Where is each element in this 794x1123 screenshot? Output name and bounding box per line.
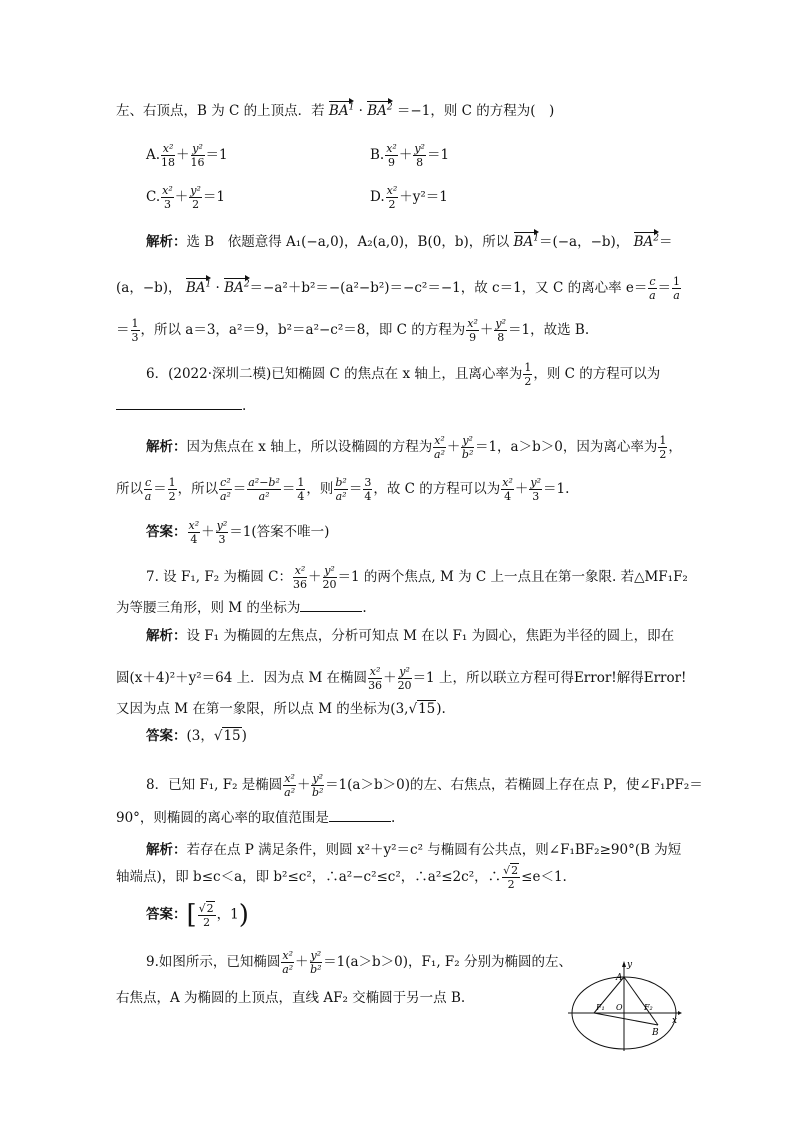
text: ，1 bbox=[216, 906, 239, 923]
question-8-stem bbox=[146, 773, 703, 798]
text: a bbox=[144, 490, 152, 503]
text: 1 bbox=[659, 434, 667, 447]
text: ＋y²＝1 bbox=[399, 189, 448, 205]
text: 90°，则椭圆的离心率的取值范围是 bbox=[116, 810, 329, 826]
solution-label: 解析： bbox=[146, 842, 187, 858]
text: x² bbox=[369, 665, 381, 678]
text: ＝1，a＞b＞0，因为离心率为 bbox=[474, 439, 658, 455]
text: ，则 bbox=[306, 481, 334, 497]
text: a² bbox=[434, 448, 445, 461]
text: 4 bbox=[364, 490, 372, 503]
fraction bbox=[283, 773, 296, 798]
text: 2 bbox=[388, 198, 396, 211]
fraction bbox=[501, 477, 514, 502]
text: ，则 C 的方程可以为 bbox=[533, 366, 661, 382]
text: ＋ bbox=[201, 524, 215, 540]
text: A. bbox=[146, 147, 161, 163]
text: b² bbox=[335, 476, 347, 489]
sqrt-radicand: 2 bbox=[206, 901, 214, 915]
text: BA bbox=[367, 103, 387, 119]
text: 选 B 依题意得 A₁(−a,0)，A₂(a,0)，B(0，b)，所以 bbox=[186, 234, 510, 250]
y-axis-arrow bbox=[622, 961, 626, 967]
fraction bbox=[648, 276, 656, 301]
text: 4 bbox=[504, 490, 512, 503]
text: 2 bbox=[524, 375, 532, 388]
text: x² bbox=[386, 184, 398, 197]
question-6-stem bbox=[146, 362, 660, 387]
text: ＝1 bbox=[205, 147, 228, 163]
text: ) bbox=[241, 728, 247, 744]
text: y² bbox=[190, 184, 201, 197]
text: b² bbox=[312, 786, 324, 799]
fraction bbox=[398, 666, 412, 691]
text: 3 bbox=[532, 490, 540, 503]
vector-ba2 bbox=[367, 102, 393, 119]
answer-label: 答案： bbox=[146, 524, 187, 540]
text: · bbox=[358, 103, 363, 119]
fraction bbox=[672, 276, 681, 301]
label-f2: F₂ bbox=[644, 1003, 653, 1012]
answer-blank bbox=[116, 409, 242, 410]
fraction bbox=[413, 143, 426, 168]
answer-label: 答案： bbox=[146, 728, 187, 744]
text: y² bbox=[414, 142, 425, 155]
text: c bbox=[145, 476, 152, 489]
text: ＋ bbox=[296, 777, 311, 793]
text: 16 bbox=[190, 156, 205, 169]
text: ＋ bbox=[176, 147, 190, 163]
text: ＝ bbox=[116, 322, 130, 338]
text: 右焦点，A 为椭圆的上顶点，直线 AF₂ 交椭圆于另一点 B. bbox=[116, 990, 466, 1006]
option-a bbox=[146, 143, 228, 168]
text: a² bbox=[335, 490, 347, 503]
text: ＝1 bbox=[426, 147, 450, 163]
text: ＝1 的两个焦点, M 为 C 上一点且在第一象限. 若△MF₁F₂ bbox=[337, 569, 688, 585]
text: 4 bbox=[297, 490, 305, 503]
label-f1: F₁ bbox=[596, 1003, 605, 1012]
text: y² bbox=[216, 519, 228, 532]
text: ，故 C 的方程可以为 bbox=[373, 481, 501, 497]
fraction bbox=[368, 666, 382, 691]
solution-8-line2 bbox=[116, 865, 567, 890]
text: 8 bbox=[497, 331, 505, 344]
text: x² bbox=[386, 142, 397, 155]
text: BA bbox=[513, 234, 534, 250]
text: 1 bbox=[524, 361, 532, 374]
solution-7-line2 bbox=[116, 666, 686, 691]
fraction bbox=[658, 435, 667, 460]
text: C. bbox=[146, 189, 161, 205]
text: 4 bbox=[190, 533, 198, 546]
fraction bbox=[334, 477, 347, 502]
fraction bbox=[281, 950, 294, 975]
text: ). bbox=[436, 701, 446, 717]
text: ＝1. bbox=[543, 481, 570, 497]
fraction bbox=[293, 565, 307, 590]
text: D. bbox=[370, 189, 385, 205]
text: BA bbox=[633, 234, 654, 250]
text: ＝ bbox=[348, 481, 363, 497]
text: 7. 设 F₁, F₂ 为椭圆 C： bbox=[146, 569, 293, 585]
text: 若存在点 P 满足条件，则圆 x²＋y²＝c² 与椭圆有公共点，则∠F₁BF₂≥90°(B 为短 bbox=[186, 842, 682, 858]
question-7-stem bbox=[146, 565, 688, 590]
text: ＋ bbox=[174, 189, 189, 205]
text: ＋ bbox=[479, 322, 494, 338]
text: 20 bbox=[322, 578, 337, 591]
text: 2 bbox=[507, 878, 515, 891]
text: ， bbox=[668, 439, 682, 455]
text: BA bbox=[328, 103, 349, 119]
text: 2 bbox=[653, 233, 660, 244]
text: 2 bbox=[203, 915, 211, 929]
vector-ba2 bbox=[633, 233, 660, 250]
text: c² bbox=[220, 476, 231, 489]
text: ＝1 上，所以联立方程可得Error!解得Error! bbox=[412, 670, 687, 686]
answer-blank bbox=[300, 611, 362, 612]
text: b² bbox=[310, 963, 322, 976]
text: a² bbox=[282, 963, 294, 976]
line-f1-b bbox=[594, 1013, 658, 1025]
fraction bbox=[131, 318, 140, 343]
text: ＋ bbox=[446, 439, 461, 455]
text: b² bbox=[461, 448, 474, 461]
text: x² bbox=[284, 772, 295, 785]
fraction bbox=[363, 477, 372, 502]
text: 2 bbox=[192, 198, 200, 211]
text: 3 bbox=[364, 476, 372, 489]
text: ＝ bbox=[281, 481, 296, 497]
fraction bbox=[433, 435, 446, 460]
text: 2 bbox=[168, 490, 176, 503]
x-axis-arrow bbox=[678, 1011, 682, 1015]
solution-8-line1 bbox=[146, 844, 681, 858]
answer-label: 答案： bbox=[146, 906, 187, 923]
text: BA bbox=[185, 280, 206, 296]
question-8-stem-2 bbox=[116, 812, 395, 826]
answer-8 bbox=[146, 902, 249, 928]
text: 为等腰三角形，则 M 的坐标为 bbox=[116, 600, 301, 616]
text: 1 bbox=[297, 476, 305, 489]
label-y: y bbox=[627, 960, 633, 970]
text: a² bbox=[284, 786, 296, 799]
fraction bbox=[466, 318, 479, 343]
solution-6-line2 bbox=[116, 477, 569, 502]
label-b: B bbox=[652, 1028, 659, 1038]
solution-5-line1 bbox=[146, 233, 673, 250]
text: B. bbox=[370, 147, 385, 163]
sqrt-radicand: 15 bbox=[223, 728, 241, 744]
text: . bbox=[242, 398, 247, 414]
text: 9 bbox=[388, 156, 396, 169]
text: y² bbox=[192, 142, 203, 155]
sqrt-radicand: 2 bbox=[511, 864, 519, 877]
text: y² bbox=[312, 772, 324, 785]
fraction bbox=[191, 143, 205, 168]
vector-ba1 bbox=[513, 233, 539, 250]
fraction bbox=[161, 185, 174, 210]
text: 8．已知 F₁, F₂ 是椭圆 bbox=[146, 777, 283, 793]
fraction bbox=[502, 865, 520, 890]
solution-5-line2 bbox=[116, 276, 682, 301]
text: (3， bbox=[186, 728, 214, 744]
question-9-stem-2 bbox=[116, 992, 465, 1006]
text: y² bbox=[399, 665, 410, 678]
fraction bbox=[296, 477, 305, 502]
text: x² bbox=[162, 142, 174, 155]
text: a² bbox=[258, 490, 270, 503]
text: x² bbox=[467, 317, 478, 330]
fraction bbox=[494, 318, 507, 343]
solution-label: 解析： bbox=[146, 628, 187, 644]
text: 2 bbox=[243, 279, 250, 290]
text: 又因为点 M 在第一象限，所以点 M 的坐标为(3, bbox=[116, 701, 409, 717]
text: a bbox=[673, 289, 680, 302]
text: y² bbox=[324, 564, 335, 577]
q5-stem-tail bbox=[116, 102, 555, 119]
left-bracket: [ bbox=[186, 900, 197, 930]
fraction bbox=[161, 143, 175, 168]
label-a: A bbox=[616, 973, 623, 983]
text: ＝ bbox=[659, 234, 673, 250]
fraction bbox=[385, 143, 398, 168]
sqrt-numerator: √2 bbox=[198, 901, 214, 915]
text: ＝(−a，−b)， bbox=[538, 234, 630, 250]
text: 36 bbox=[368, 679, 383, 692]
text: 3 bbox=[131, 331, 139, 344]
text: x² bbox=[282, 949, 294, 962]
text: · bbox=[215, 280, 220, 296]
text: x² bbox=[162, 184, 173, 197]
text: ＝ bbox=[153, 481, 167, 497]
solution-7-line3: 又因为点 M 在第一象限，所以点 M 的坐标为(3,√15). bbox=[116, 701, 446, 717]
text: 6．(2022·深圳二模)已知椭圆 C 的焦点在 x 轴上，且离心率为 bbox=[146, 366, 523, 382]
sqrt-radicand: 15 bbox=[418, 701, 436, 717]
text: 1 bbox=[673, 275, 681, 288]
text: 所以 bbox=[116, 481, 143, 497]
text: y² bbox=[530, 476, 542, 489]
solution-5-line3 bbox=[116, 318, 589, 343]
question-6-blank bbox=[116, 400, 246, 414]
text: 因为焦点在 x 轴上，所以设椭圆的方程为 bbox=[186, 439, 433, 455]
question-7-stem-2 bbox=[116, 602, 367, 616]
text: c bbox=[649, 275, 656, 288]
text: 9 bbox=[469, 331, 477, 344]
text: 1 bbox=[168, 476, 176, 489]
option-b bbox=[370, 143, 449, 168]
text: ＋ bbox=[295, 954, 309, 970]
text: 3 bbox=[218, 533, 226, 546]
text: 1 bbox=[205, 279, 212, 290]
text: 1 bbox=[533, 233, 539, 244]
text: (a，−b)， bbox=[116, 280, 182, 296]
sqrt-numerator: √2 bbox=[503, 864, 519, 877]
text: ＝1，故选 B. bbox=[508, 322, 590, 338]
text: 8 bbox=[416, 156, 424, 169]
fraction bbox=[529, 477, 542, 502]
fraction bbox=[386, 185, 399, 210]
vector-ba1 bbox=[185, 279, 212, 296]
solution-label: 解析： bbox=[146, 439, 187, 455]
fraction bbox=[523, 362, 532, 387]
fraction bbox=[216, 520, 229, 545]
text: 左、右顶点，B 为 C 的上顶点．若 bbox=[116, 103, 325, 119]
text: BA bbox=[224, 280, 244, 296]
text: 2 bbox=[659, 448, 667, 461]
text: 3 bbox=[163, 198, 171, 211]
text: x² bbox=[434, 434, 445, 447]
fraction bbox=[189, 185, 202, 210]
ellipse-figure bbox=[566, 955, 686, 1055]
text: a bbox=[649, 289, 656, 302]
text: ＝1(a＞b＞0)，F₁, F₂ 分别为椭圆的左、 bbox=[323, 954, 572, 970]
fraction bbox=[219, 477, 232, 502]
fraction bbox=[247, 477, 281, 502]
text: a² bbox=[219, 490, 231, 503]
text: ＝1(a＞b＞0)的左、右焦点，若椭圆上存在点 P，使∠F₁PF₂＝ bbox=[325, 777, 703, 793]
text: 9.如图所示，已知椭圆 bbox=[146, 954, 281, 970]
text: x² bbox=[294, 564, 306, 577]
fraction bbox=[461, 435, 474, 460]
text: ＝−1，则 C 的方程为( ) bbox=[396, 103, 555, 119]
text: ＋ bbox=[514, 481, 529, 497]
text: ＝1(答案不唯一) bbox=[229, 524, 330, 540]
vector-ba1 bbox=[328, 102, 355, 119]
solution-6-line1 bbox=[146, 435, 682, 460]
answer-7: 答案：(3，√15) bbox=[146, 728, 247, 744]
text: 1 bbox=[131, 317, 139, 330]
text: x² bbox=[188, 519, 200, 532]
text: . bbox=[390, 810, 396, 826]
text: ＝ bbox=[232, 481, 247, 497]
fraction bbox=[323, 565, 337, 590]
text: . bbox=[362, 600, 367, 616]
text: ＋ bbox=[398, 147, 413, 163]
text: 设 F₁ 为椭圆的左焦点，分析可知点 M 在以 F₁ 为圆心，焦距为半径的圆上，即在 bbox=[186, 628, 675, 644]
text: 20 bbox=[397, 679, 412, 692]
text: ＋ bbox=[383, 670, 397, 686]
text: ，所以 bbox=[177, 481, 219, 497]
text: a²−b² bbox=[248, 476, 280, 489]
text: 2 bbox=[386, 102, 393, 113]
fraction bbox=[310, 950, 323, 975]
question-9-stem bbox=[146, 950, 572, 975]
fraction bbox=[144, 477, 152, 502]
answer-6 bbox=[146, 520, 329, 545]
text: ＋ bbox=[308, 569, 322, 585]
solution-7-line1 bbox=[146, 630, 674, 644]
text: 36 bbox=[293, 578, 308, 591]
text: 圆(x＋4)²＋y²＝64 上．因为点 M 在椭圆 bbox=[116, 670, 368, 686]
text: y² bbox=[495, 317, 507, 330]
text: ＝ bbox=[657, 280, 672, 296]
text: y² bbox=[310, 949, 322, 962]
vector-ba2 bbox=[224, 279, 250, 296]
option-c bbox=[146, 185, 225, 210]
text: ≤e＜1. bbox=[521, 869, 567, 885]
line-af2-b bbox=[624, 977, 658, 1025]
right-paren: ) bbox=[238, 900, 249, 930]
text: y² bbox=[462, 434, 473, 447]
text: x² bbox=[502, 476, 513, 489]
solution-label: 解析： bbox=[146, 234, 187, 250]
label-x: x bbox=[672, 1016, 678, 1026]
text: 18 bbox=[161, 156, 176, 169]
text: ＝−a²＋b²＝−(a²−b²)＝−c²＝−1，故 c＝1，又 C 的离心率 e＝ bbox=[249, 280, 648, 296]
fraction bbox=[188, 520, 201, 545]
fraction bbox=[198, 903, 216, 928]
text: ，所以 a＝3，a²＝9，b²＝a²−c²＝8，即 C 的方程为 bbox=[140, 322, 466, 338]
label-o: O bbox=[616, 1003, 623, 1012]
fraction bbox=[168, 477, 177, 502]
text: ＝1 bbox=[202, 189, 225, 205]
fraction bbox=[311, 773, 324, 798]
text: 轴端点)，即 b≤c＜a，即 b²≤c²，∴a²−c²≤c²，∴a²≤2c²，∴ bbox=[116, 869, 502, 885]
text: 1 bbox=[348, 102, 355, 113]
option-d bbox=[370, 185, 448, 210]
answer-blank bbox=[329, 821, 391, 822]
